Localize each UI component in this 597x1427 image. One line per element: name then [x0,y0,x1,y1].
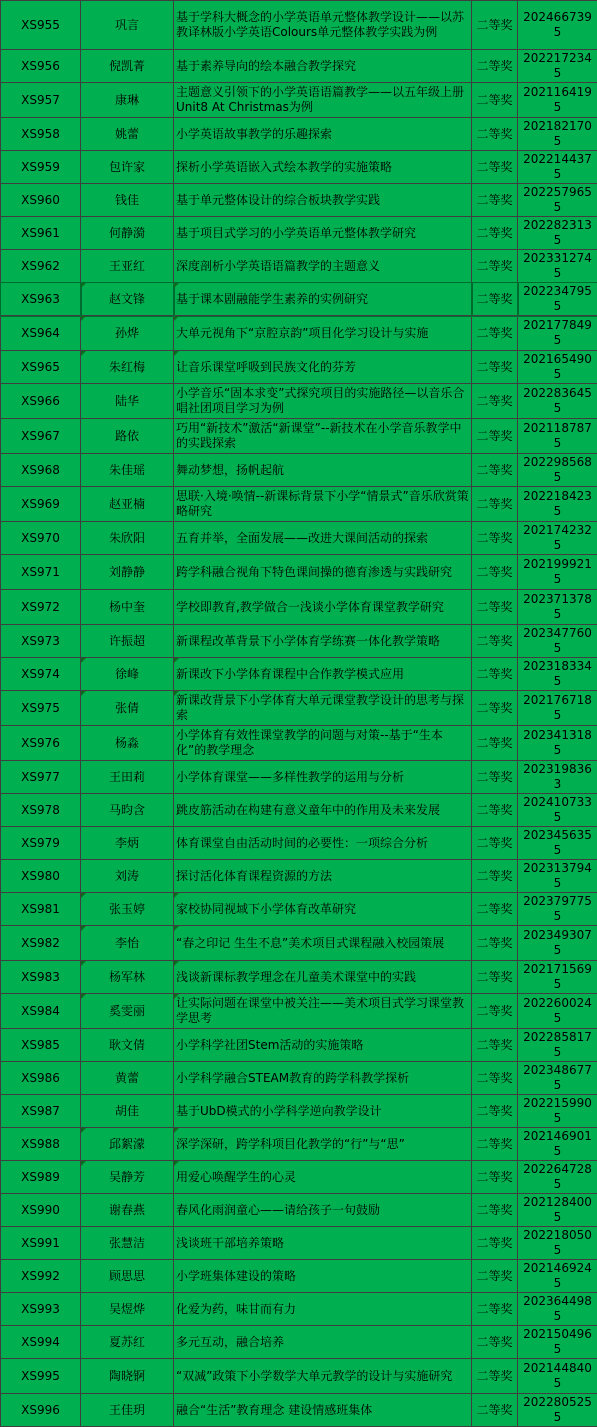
cell-id[interactable]: XS991 [1,1227,81,1260]
cell-award[interactable]: 二等奖 [472,522,518,555]
table-row[interactable] [1,794,597,827]
table-body [1,1,597,1427]
cell-award[interactable]: 二等奖 [472,351,518,384]
cell-award[interactable]: 二等奖 [472,994,518,1029]
cell-number[interactable]: 2022159905 [518,1095,597,1128]
cell-award[interactable]: 二等奖 [472,454,518,487]
cell-award[interactable]: 二等奖 [472,1095,518,1128]
cell-title[interactable]: 基于UbD模式的小学科学逆向教学设计 [174,1095,472,1128]
cell-number[interactable]: 2021767185 [518,691,597,726]
cell-number[interactable]: 2023477605 [518,625,597,658]
cell-number[interactable]: 2024107335 [518,794,597,827]
cell-id[interactable]: XS985 [1,1029,81,1062]
cell-id[interactable]: XS968 [1,454,81,487]
cell-award[interactable]: 二等奖 [472,961,518,994]
cell-title[interactable]: 思联·入境·唤情--新课标背景下小学“情景式”音乐欣赏策略研究 [174,487,472,522]
cell-name[interactable]: 吴静芳 [81,1161,174,1194]
cell-number[interactable]: 2022180505 [518,1227,597,1260]
cell-award[interactable]: 二等奖 [472,658,518,691]
cell-number[interactable]: 2023797755 [518,893,597,926]
cell-award[interactable]: 二等奖 [472,794,518,827]
cell-id[interactable]: XS983 [1,961,81,994]
cell-award[interactable]: 二等奖 [472,1359,518,1394]
cell-name[interactable]: 孙烨 [81,316,174,351]
cell-title[interactable]: 体育课堂自由活动时间的必要性：一项综合分析 [174,827,472,860]
cell-id[interactable]: XS969 [1,487,81,522]
table-row[interactable] [1,761,597,794]
cell-title[interactable]: 主题意义引领下的小学英语语篇教学——以五年级上册Unit8 At Christmas为例 [174,83,472,118]
cell-title[interactable]: “春之印记 生生不息”美术项目式课程融入校园策展 [174,926,472,961]
cell-title[interactable]: 春风化雨润童心——请给孩子一句鼓励 [174,1194,472,1227]
cell-number[interactable]: 2021469015 [518,1128,597,1161]
cell-number[interactable]: 2022823135 [518,217,597,250]
cell-number[interactable]: 2021999215 [518,555,597,590]
cell-number[interactable]: 2021778495 [518,316,597,351]
cell-award[interactable]: 二等奖 [472,1029,518,1062]
cell-id[interactable]: XS993 [1,1293,81,1326]
table-row[interactable] [1,1095,597,1128]
table-row[interactable] [1,151,597,184]
cell-name[interactable]: 耿文倩 [81,1029,174,1062]
cell-id[interactable]: XS957 [1,83,81,118]
cell-name[interactable]: 夏苏红 [81,1326,174,1359]
cell-award[interactable]: 二等奖 [472,1326,518,1359]
cell-award[interactable]: 二等奖 [472,761,518,794]
cell-title[interactable]: 小学科学融合STEAM教育的跨学科教学探析 [174,1062,472,1095]
cell-number[interactable]: 2023312745 [518,250,597,283]
table-row[interactable] [1,893,597,926]
cell-award[interactable]: 二等奖 [472,151,518,184]
cell-id[interactable]: XS961 [1,217,81,250]
cell-title[interactable]: 小学班集体建设的策略 [174,1260,472,1293]
cell-number[interactable]: 2023183345 [518,658,597,691]
cell-name[interactable]: 张倩 [81,691,174,726]
table-row[interactable] [1,351,597,384]
cell-id[interactable]: XS975 [1,691,81,726]
cell-award[interactable]: 二等奖 [472,83,518,118]
cell-name[interactable]: 陶晓锕 [81,1359,174,1394]
table-row[interactable] [1,250,597,283]
cell-number[interactable]: 2021504965 [518,1326,597,1359]
cell-number[interactable]: 2023486775 [518,1062,597,1095]
table-row[interactable] [1,625,597,658]
cell-name[interactable]: 倪凯菁 [81,50,174,83]
cell-number[interactable]: 2021821705 [518,118,597,151]
cell-award[interactable]: 二等奖 [472,590,518,625]
cell-name[interactable]: 朱欣阳 [81,522,174,555]
cell-name[interactable]: 李炳 [81,827,174,860]
cell-number[interactable]: 2023713785 [518,590,597,625]
cell-id[interactable]: XS988 [1,1128,81,1161]
cell-title[interactable]: 小学音乐“固本求变”式探究项目的实施路径—以音乐合唱社团项目学习为例 [174,384,472,419]
cell-title[interactable]: 跳皮筋活动在构建有意义童年中的作用及未来发展 [174,794,472,827]
cell-title[interactable]: 小学体育有效性课堂教学的问题与对策--基于“生本化”的教学理念 [174,726,472,761]
table-row[interactable] [1,1227,597,1260]
cell-id[interactable]: XS955 [1,1,81,50]
cell-title[interactable]: 基于单元整体设计的综合板块教学实践 [174,184,472,217]
cell-id[interactable]: XS995 [1,1359,81,1394]
table-row[interactable] [1,184,597,217]
cell-title[interactable]: 让音乐课堂呼吸到民族文化的芬芳 [174,351,472,384]
cell-award[interactable]: 二等奖 [472,184,518,217]
cell-award[interactable]: 二等奖 [472,1227,518,1260]
cell-id[interactable]: XS992 [1,1260,81,1293]
cell-number[interactable]: 2022347955 [518,283,597,316]
cell-title[interactable]: 化爱为药，味甘而有力 [174,1293,472,1326]
cell-title[interactable]: 探析小学英语嵌入式绘本教学的实施策略 [174,151,472,184]
table-row[interactable] [1,83,597,118]
cell-number[interactable]: 2021715695 [518,961,597,994]
cell-number[interactable]: 2021469245 [518,1260,597,1293]
cell-title[interactable]: 跨学科融合视角下特色课间操的德育渗透与实践研究 [174,555,472,590]
table-row[interactable] [1,1128,597,1161]
table-row[interactable] [1,384,597,419]
cell-id[interactable]: XS974 [1,658,81,691]
cell-number[interactable]: 2022172345 [518,50,597,83]
table-row[interactable] [1,658,597,691]
cell-id[interactable]: XS976 [1,726,81,761]
cell-award[interactable]: 二等奖 [472,555,518,590]
cell-title[interactable]: 新课程改革背景下小学体育学练赛一体化教学策略 [174,625,472,658]
cell-id[interactable]: XS964 [1,316,81,351]
cell-id[interactable]: XS977 [1,761,81,794]
cell-number[interactable]: 2023493075 [518,926,597,961]
cell-title[interactable]: 小学英语故事教学的乐趣探索 [174,118,472,151]
cell-award[interactable]: 二等奖 [472,50,518,83]
cell-id[interactable]: XS962 [1,250,81,283]
cell-id[interactable]: XS971 [1,555,81,590]
cell-id[interactable]: XS978 [1,794,81,827]
cell-name[interactable]: 吴煜烨 [81,1293,174,1326]
cell-number[interactable]: 2023456355 [518,827,597,860]
cell-name[interactable]: 张玉婷 [81,893,174,926]
cell-number[interactable]: 2022579655 [518,184,597,217]
cell-name[interactable]: 姚蕾 [81,118,174,151]
cell-title[interactable]: 多元互动，融合培养 [174,1326,472,1359]
cell-title[interactable]: 深度剖析小学英语语篇教学的主题意义 [174,250,472,283]
cell-id[interactable]: XS981 [1,893,81,926]
cell-title[interactable]: 浅谈班干部培养策略 [174,1227,472,1260]
cell-title[interactable]: 大单元视角下“京腔京韵”项目化学习设计与实施 [174,316,472,351]
cell-number[interactable]: 2023413185 [518,726,597,761]
cell-number[interactable]: 2021742325 [518,522,597,555]
cell-id[interactable]: XS973 [1,625,81,658]
cell-number[interactable]: 2022184235 [518,487,597,522]
table-row[interactable] [1,555,597,590]
cell-title[interactable]: 舞动梦想，扬帆起航 [174,454,472,487]
cell-id[interactable]: XS965 [1,351,81,384]
cell-number[interactable]: 2022600245 [518,994,597,1029]
cell-name[interactable]: 谢春燕 [81,1194,174,1227]
cell-award[interactable]: 二等奖 [472,118,518,151]
cell-title[interactable]: 家校协同视域下小学体育改革研究 [174,893,472,926]
cell-number[interactable]: 2024667395 [518,1,597,50]
cell-award[interactable]: 二等奖 [472,419,518,454]
cell-award[interactable]: 二等奖 [472,1,518,50]
table-row[interactable] [1,217,597,250]
cell-name[interactable]: 徐峰 [81,658,174,691]
cell-name[interactable]: 杨军林 [81,961,174,994]
cell-name[interactable]: 朱红梅 [81,351,174,384]
table-row[interactable] [1,860,597,893]
table-row[interactable] [1,487,597,522]
cell-name[interactable]: 巩言 [81,1,174,50]
cell-id[interactable]: XS970 [1,522,81,555]
cell-id[interactable]: XS989 [1,1161,81,1194]
cell-name[interactable]: 许振超 [81,625,174,658]
table-row[interactable] [1,1260,597,1293]
cell-name[interactable]: 王佳玥 [81,1394,174,1427]
table-row[interactable] [1,1,597,50]
cell-title[interactable]: 基于课本剧融能学生素养的实例研究 [174,283,472,316]
cell-name[interactable]: 李怡 [81,926,174,961]
cell-award[interactable]: 二等奖 [472,1260,518,1293]
cell-award[interactable]: 二等奖 [472,625,518,658]
cell-award[interactable]: 二等奖 [472,1394,518,1427]
cell-id[interactable]: XS990 [1,1194,81,1227]
table-row[interactable] [1,994,597,1029]
cell-number[interactable]: 2021654905 [518,351,597,384]
cell-name[interactable]: 张慧洁 [81,1227,174,1260]
cell-id[interactable]: XS979 [1,827,81,860]
cell-title[interactable]: 用爱心唤醒学生的心灵 [174,1161,472,1194]
table-row[interactable] [1,419,597,454]
cell-title[interactable]: 探讨活化体育课程资源的方法 [174,860,472,893]
cell-award[interactable]: 二等奖 [472,1293,518,1326]
cell-name[interactable]: 陆华 [81,384,174,419]
cell-number[interactable]: 2021448405 [518,1359,597,1394]
table-row[interactable] [1,691,597,726]
cell-award[interactable]: 二等奖 [472,384,518,419]
cell-title[interactable]: 浅谈新课标教学理念在儿童美术课堂中的实践 [174,961,472,994]
cell-name[interactable]: 路依 [81,419,174,454]
cell-number[interactable]: 2022836455 [518,384,597,419]
table-row[interactable] [1,1194,597,1227]
cell-name[interactable]: 杨中奎 [81,590,174,625]
cell-title[interactable]: 融合“生活”教育理念 建设情感班集体 [174,1394,472,1427]
cell-number[interactable]: 2022647285 [518,1161,597,1194]
cell-title[interactable]: 基于项目式学习的小学英语单元整体教学研究 [174,217,472,250]
cell-award[interactable]: 二等奖 [472,1062,518,1095]
cell-title[interactable]: 小学科学社团Stem活动的实施策略 [174,1029,472,1062]
cell-id[interactable]: XS982 [1,926,81,961]
cell-number[interactable]: 2021187875 [518,419,597,454]
table-row[interactable] [1,590,597,625]
cell-award[interactable]: 二等奖 [472,726,518,761]
table-row[interactable] [1,1029,597,1062]
table-row[interactable] [1,1293,597,1326]
cell-award[interactable]: 二等奖 [472,893,518,926]
cell-name[interactable]: 王亚红 [81,250,174,283]
cell-name[interactable]: 朱佳瑶 [81,454,174,487]
cell-id[interactable]: XS960 [1,184,81,217]
cell-award[interactable]: 二等奖 [472,691,518,726]
table-row[interactable] [1,1062,597,1095]
cell-id[interactable]: XS987 [1,1095,81,1128]
cell-award[interactable]: 二等奖 [472,1161,518,1194]
cell-title[interactable]: 新课改背景下小学体育大单元课堂教学设计的思考与探索 [174,691,472,726]
cell-award[interactable]: 二等奖 [472,316,518,351]
table-row[interactable] [1,726,597,761]
cell-title[interactable]: 让实际问题在课堂中被关注——美术项目式学习课堂教学思考 [174,994,472,1029]
cell-number[interactable]: 2022985685 [518,454,597,487]
cell-title[interactable]: 基于素养导向的绘本融合教学探究 [174,50,472,83]
table-row[interactable] [1,1326,597,1359]
table-row[interactable] [1,1161,597,1194]
cell-award[interactable]: 二等奖 [472,926,518,961]
cell-number[interactable]: 2022858175 [518,1029,597,1062]
cell-number[interactable]: 2023644985 [518,1293,597,1326]
cell-name[interactable]: 杨淼 [81,726,174,761]
table-row[interactable] [1,283,597,316]
cell-number[interactable]: 2022805255 [518,1394,597,1427]
cell-award[interactable]: 二等奖 [472,860,518,893]
cell-id[interactable]: XS959 [1,151,81,184]
cell-id[interactable]: XS972 [1,590,81,625]
cell-title[interactable]: 五育并举，全面发展——改进大课间活动的探索 [174,522,472,555]
table-row[interactable] [1,316,597,351]
cell-name[interactable]: 奚雯丽 [81,994,174,1029]
cell-id[interactable]: XS980 [1,860,81,893]
table-row[interactable] [1,118,597,151]
cell-number[interactable]: 2023137945 [518,860,597,893]
cell-name[interactable]: 马昀含 [81,794,174,827]
cell-id[interactable]: XS984 [1,994,81,1029]
cell-id[interactable]: XS963 [1,283,81,316]
cell-id[interactable]: XS994 [1,1326,81,1359]
cell-name[interactable]: 胡佳 [81,1095,174,1128]
table-row[interactable] [1,50,597,83]
cell-name[interactable]: 赵亚楠 [81,487,174,522]
cell-name[interactable]: 邱絮濛 [81,1128,174,1161]
cell-number[interactable]: 2021164195 [518,83,597,118]
table-row[interactable] [1,454,597,487]
cell-id[interactable]: XS958 [1,118,81,151]
cell-id[interactable]: XS986 [1,1062,81,1095]
cell-award[interactable]: 二等奖 [472,217,518,250]
table-row[interactable] [1,1394,597,1427]
cell-name[interactable]: 钱佳 [81,184,174,217]
cell-title[interactable]: 基于学科大概念的小学英语单元整体教学设计——以苏教译林版小学英语Colours单元整体教学实践为例 [174,1,472,50]
cell-name[interactable]: 顾思思 [81,1260,174,1293]
table-row[interactable] [1,827,597,860]
cell-name[interactable]: 黄蕾 [81,1062,174,1095]
cell-award[interactable]: 二等奖 [472,487,518,522]
table-row[interactable] [1,522,597,555]
cell-award[interactable]: 二等奖 [472,1128,518,1161]
cell-name[interactable]: 赵文锋 [81,283,174,316]
cell-name[interactable]: 刘静静 [81,555,174,590]
cell-number[interactable]: 2021284005 [518,1194,597,1227]
table-row[interactable] [1,1359,597,1394]
cell-name[interactable]: 何静漪 [81,217,174,250]
cell-name[interactable]: 王田莉 [81,761,174,794]
cell-award[interactable]: 二等奖 [472,827,518,860]
table-row[interactable] [1,926,597,961]
cell-title[interactable]: 新课改下小学体育课程中合作教学模式应用 [174,658,472,691]
cell-number[interactable]: 2023198363 [518,761,597,794]
cell-award[interactable]: 二等奖 [472,283,518,316]
cell-id[interactable]: XS956 [1,50,81,83]
cell-award[interactable]: 二等奖 [472,250,518,283]
cell-id[interactable]: XS967 [1,419,81,454]
cell-title[interactable]: 深学深研，跨学科项目化教学的“行”与“思” [174,1128,472,1161]
cell-award[interactable]: 二等奖 [472,1194,518,1227]
cell-name[interactable]: 包许家 [81,151,174,184]
cell-name[interactable]: 刘涛 [81,860,174,893]
cell-id[interactable]: XS966 [1,384,81,419]
cell-number[interactable]: 2022144375 [518,151,597,184]
cell-title[interactable]: 学校即教育,教学做合一浅谈小学体育课堂教学研究 [174,590,472,625]
cell-title[interactable]: “双减”政策下小学数学大单元教学的设计与实施研究 [174,1359,472,1394]
cell-title[interactable]: 小学体育课堂——多样性教学的运用与分析 [174,761,472,794]
cell-id[interactable]: XS996 [1,1394,81,1427]
cell-title[interactable]: 巧用“新技术”激活“新课堂”--新技术在小学音乐教学中的实践探索 [174,419,472,454]
cell-name[interactable]: 康琳 [81,83,174,118]
